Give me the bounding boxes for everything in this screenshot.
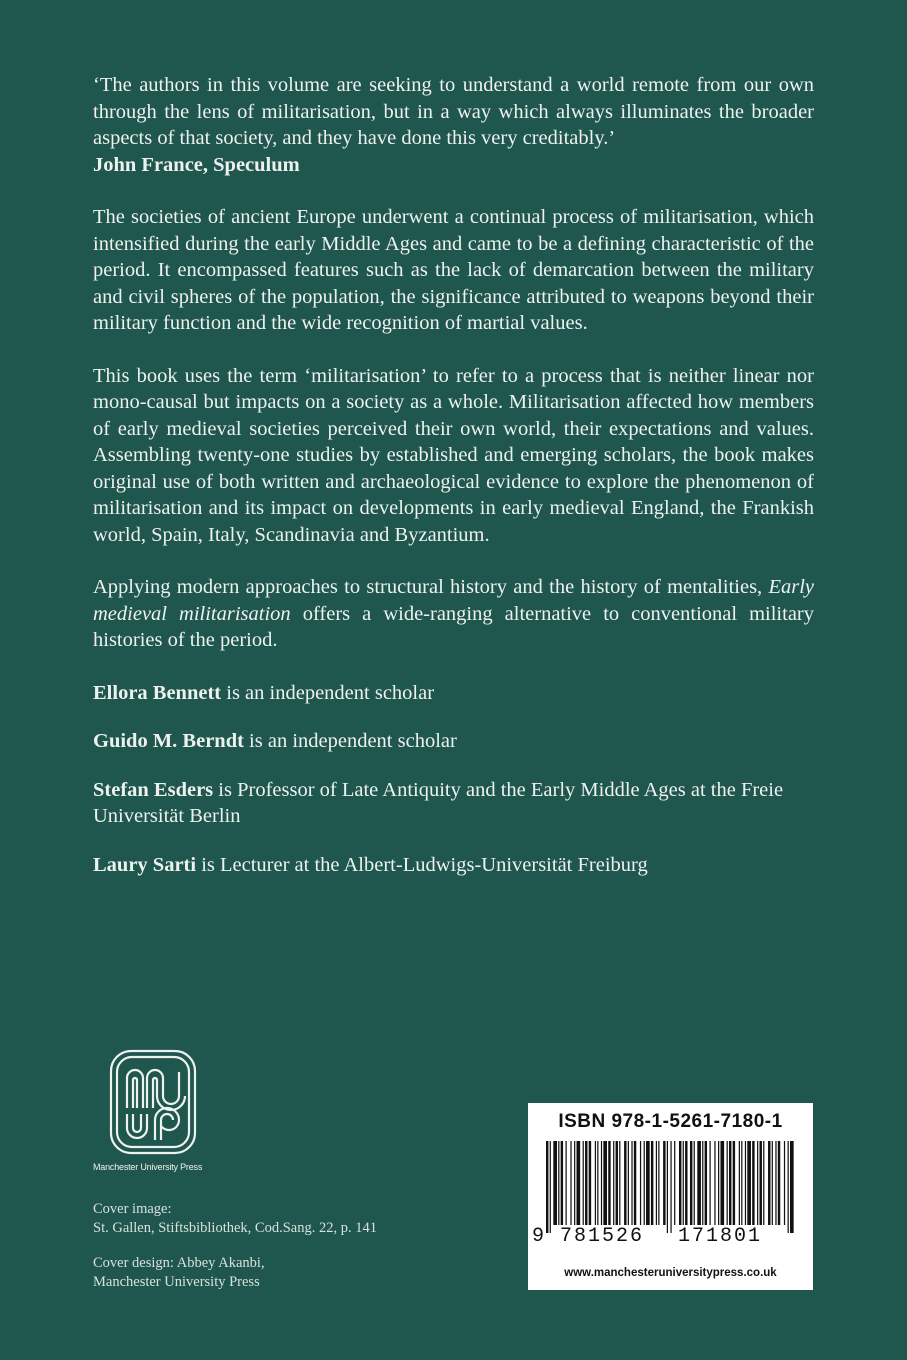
barcode-bar xyxy=(566,1141,567,1225)
barcode-bar xyxy=(757,1141,758,1225)
barcode-bar xyxy=(727,1141,728,1225)
quote-text: ‘The authors in this volume are seeking to understand a world remote from our own through the lens of militarisation, but in a way which always illuminates the broader aspects of that society, and they have done this very creditably.’ xyxy=(93,74,814,149)
barcode-bar xyxy=(658,1141,659,1225)
editor-bio-text: is an independent scholar xyxy=(243,730,457,752)
barcode-bar xyxy=(550,1141,551,1233)
barcode-bar xyxy=(760,1141,762,1225)
barcode-bar xyxy=(651,1141,653,1225)
barcode-bar xyxy=(784,1141,785,1225)
barcode-bar xyxy=(790,1141,794,1233)
barcode-bar xyxy=(574,1141,575,1225)
review-quote xyxy=(93,72,814,178)
barcode-bar xyxy=(663,1141,665,1225)
cover-design-credit xyxy=(93,1254,493,1292)
editor-name: Laury Sarti xyxy=(93,853,197,876)
barcode-bar xyxy=(718,1141,719,1225)
barcode-bar xyxy=(683,1141,684,1225)
editor-name: Stefan Esders xyxy=(93,778,214,801)
barcode-bar xyxy=(694,1141,695,1225)
barcode-bar xyxy=(714,1141,715,1225)
cover-image-source: St. Gallen, Stiftsbibliothek, Cod.Sang. 22, p. 141 xyxy=(93,1220,377,1236)
barcode-bar xyxy=(644,1141,645,1225)
barcode-bar xyxy=(624,1141,626,1225)
editor-bio xyxy=(93,728,814,755)
barcode-bar xyxy=(597,1141,598,1225)
editor-bio xyxy=(93,852,814,879)
isbn-number: ISBN 978-1-5261-7180-1 xyxy=(558,1111,783,1132)
barcode-bar xyxy=(616,1141,618,1225)
barcode-bar xyxy=(595,1141,596,1225)
barcode-bar xyxy=(709,1141,710,1225)
barcode-bar xyxy=(640,1141,641,1225)
barcode-bar xyxy=(670,1141,671,1233)
barcode-bar xyxy=(619,1141,620,1225)
paragraph3-end: offers a wide-ranging alternative to conventional military histories of the period. xyxy=(93,602,814,651)
barcode-bar xyxy=(772,1141,773,1225)
barcode-bar xyxy=(646,1141,650,1225)
barcode-bar xyxy=(679,1141,681,1225)
cover-design-label: Cover design: Abbey Akanbi, xyxy=(93,1255,265,1271)
barcode-bar xyxy=(752,1141,754,1225)
editor-bio xyxy=(93,680,814,707)
barcode-bar xyxy=(788,1141,789,1233)
editor-bio-text: is an independent scholar xyxy=(221,681,435,704)
barcode-bar xyxy=(561,1141,563,1225)
barcode-panel xyxy=(528,1103,813,1290)
barcode-bar xyxy=(775,1141,776,1225)
barcode-bar xyxy=(697,1141,701,1225)
barcode-bar xyxy=(589,1141,591,1225)
mup-logo-icon xyxy=(107,1048,199,1156)
description-paragraph-3 xyxy=(93,574,814,654)
barcode-bar xyxy=(601,1141,602,1225)
editor-bio-text: is Professor of Late Antiquity and the Early Middle Ages at the Freie Universität Berlin xyxy=(93,778,784,827)
quote-attribution: John France, Speculum xyxy=(93,153,300,176)
barcode-bar xyxy=(747,1141,751,1225)
barcode-icon xyxy=(546,1141,796,1233)
publisher-name: Manchester University Press xyxy=(93,1162,203,1172)
barcode-bar xyxy=(720,1141,724,1225)
editor-name: Guido M. Berndt xyxy=(93,730,244,752)
barcode-bar xyxy=(705,1141,707,1225)
barcode-bar xyxy=(628,1141,629,1225)
publisher-url: www.manchesteruniversitypress.co.uk xyxy=(564,1267,777,1279)
barcode-bar xyxy=(685,1141,687,1225)
barcode-bar xyxy=(690,1141,692,1225)
barcode-bar xyxy=(745,1141,746,1225)
barcode-bar xyxy=(585,1141,587,1225)
description-paragraph-1: The societies of ancient Europe underwent a continual process of militarisation, which intensified during the early Middle Ages and came to be a defining characteristic of the period. It encompassed features such as the lack of demarcation between the military and civil spheres of the population, the significance attributed to weapons beyond their military function and the wide recognition of martial values. xyxy=(93,206,814,334)
barcode-bar xyxy=(729,1141,731,1225)
barcode-bar xyxy=(778,1141,780,1225)
editor-bio-text: is Lecturer at the Albert-Ludwigs-Universität Freiburg xyxy=(196,853,648,876)
cover-image-label: Cover image: xyxy=(93,1201,172,1217)
barcode-bar xyxy=(702,1141,703,1225)
barcode-bar xyxy=(546,1141,548,1233)
barcode-bar xyxy=(558,1141,559,1225)
editor-name: Ellora Bennett xyxy=(93,681,222,704)
barcode-bar xyxy=(667,1141,668,1233)
barcode-bar xyxy=(553,1141,557,1225)
publisher-logo xyxy=(93,1048,233,1172)
barcode-bar xyxy=(739,1141,740,1225)
barcode-bar xyxy=(656,1141,657,1225)
barcode-bar xyxy=(741,1141,742,1225)
barcode-digit-first: 9 xyxy=(532,1225,545,1248)
barcode-bar xyxy=(631,1141,632,1225)
barcode-bar xyxy=(603,1141,607,1225)
barcode-bar xyxy=(733,1141,735,1225)
barcode-bar xyxy=(583,1141,584,1225)
barcode-bar xyxy=(674,1141,675,1225)
cover-design-org: Manchester University Press xyxy=(93,1274,260,1290)
barcode-bar xyxy=(577,1141,581,1225)
editor-bio xyxy=(93,777,814,830)
barcode-bar xyxy=(763,1141,764,1225)
barcode-digits-left: 781526 xyxy=(560,1225,645,1248)
barcode-bar xyxy=(768,1141,770,1225)
paragraph3-start: Applying modern approaches to structural history and the history of mentalities, xyxy=(93,576,769,598)
barcode-bar xyxy=(608,1141,610,1225)
back-cover-text xyxy=(93,72,814,900)
barcode-bar xyxy=(613,1141,614,1225)
credits xyxy=(93,1200,493,1308)
cover-image-credit xyxy=(93,1200,493,1238)
barcode-bar xyxy=(634,1141,636,1225)
book-title: Early medieval militarisation xyxy=(93,576,814,625)
barcode-digits-right: 171801 xyxy=(678,1225,763,1248)
description-paragraph-2: This book uses the term ‘militarisation’ to refer to a process that is neither linear nor mono-causal but impacts on a society as a whole. Militarisation affected how members of early medieval societies perceived their own world, their expectations and values. Assembling twenty-one studies by established and emerging scholars, the book makes original use of both written and archaeological evidence to explore the phenomenon of militarisation and its impact on developments in early medieval England, the Frankish world, Spain, Italy, Scandinavia and Byzantium. xyxy=(93,364,814,546)
barcode-bar xyxy=(570,1141,571,1225)
